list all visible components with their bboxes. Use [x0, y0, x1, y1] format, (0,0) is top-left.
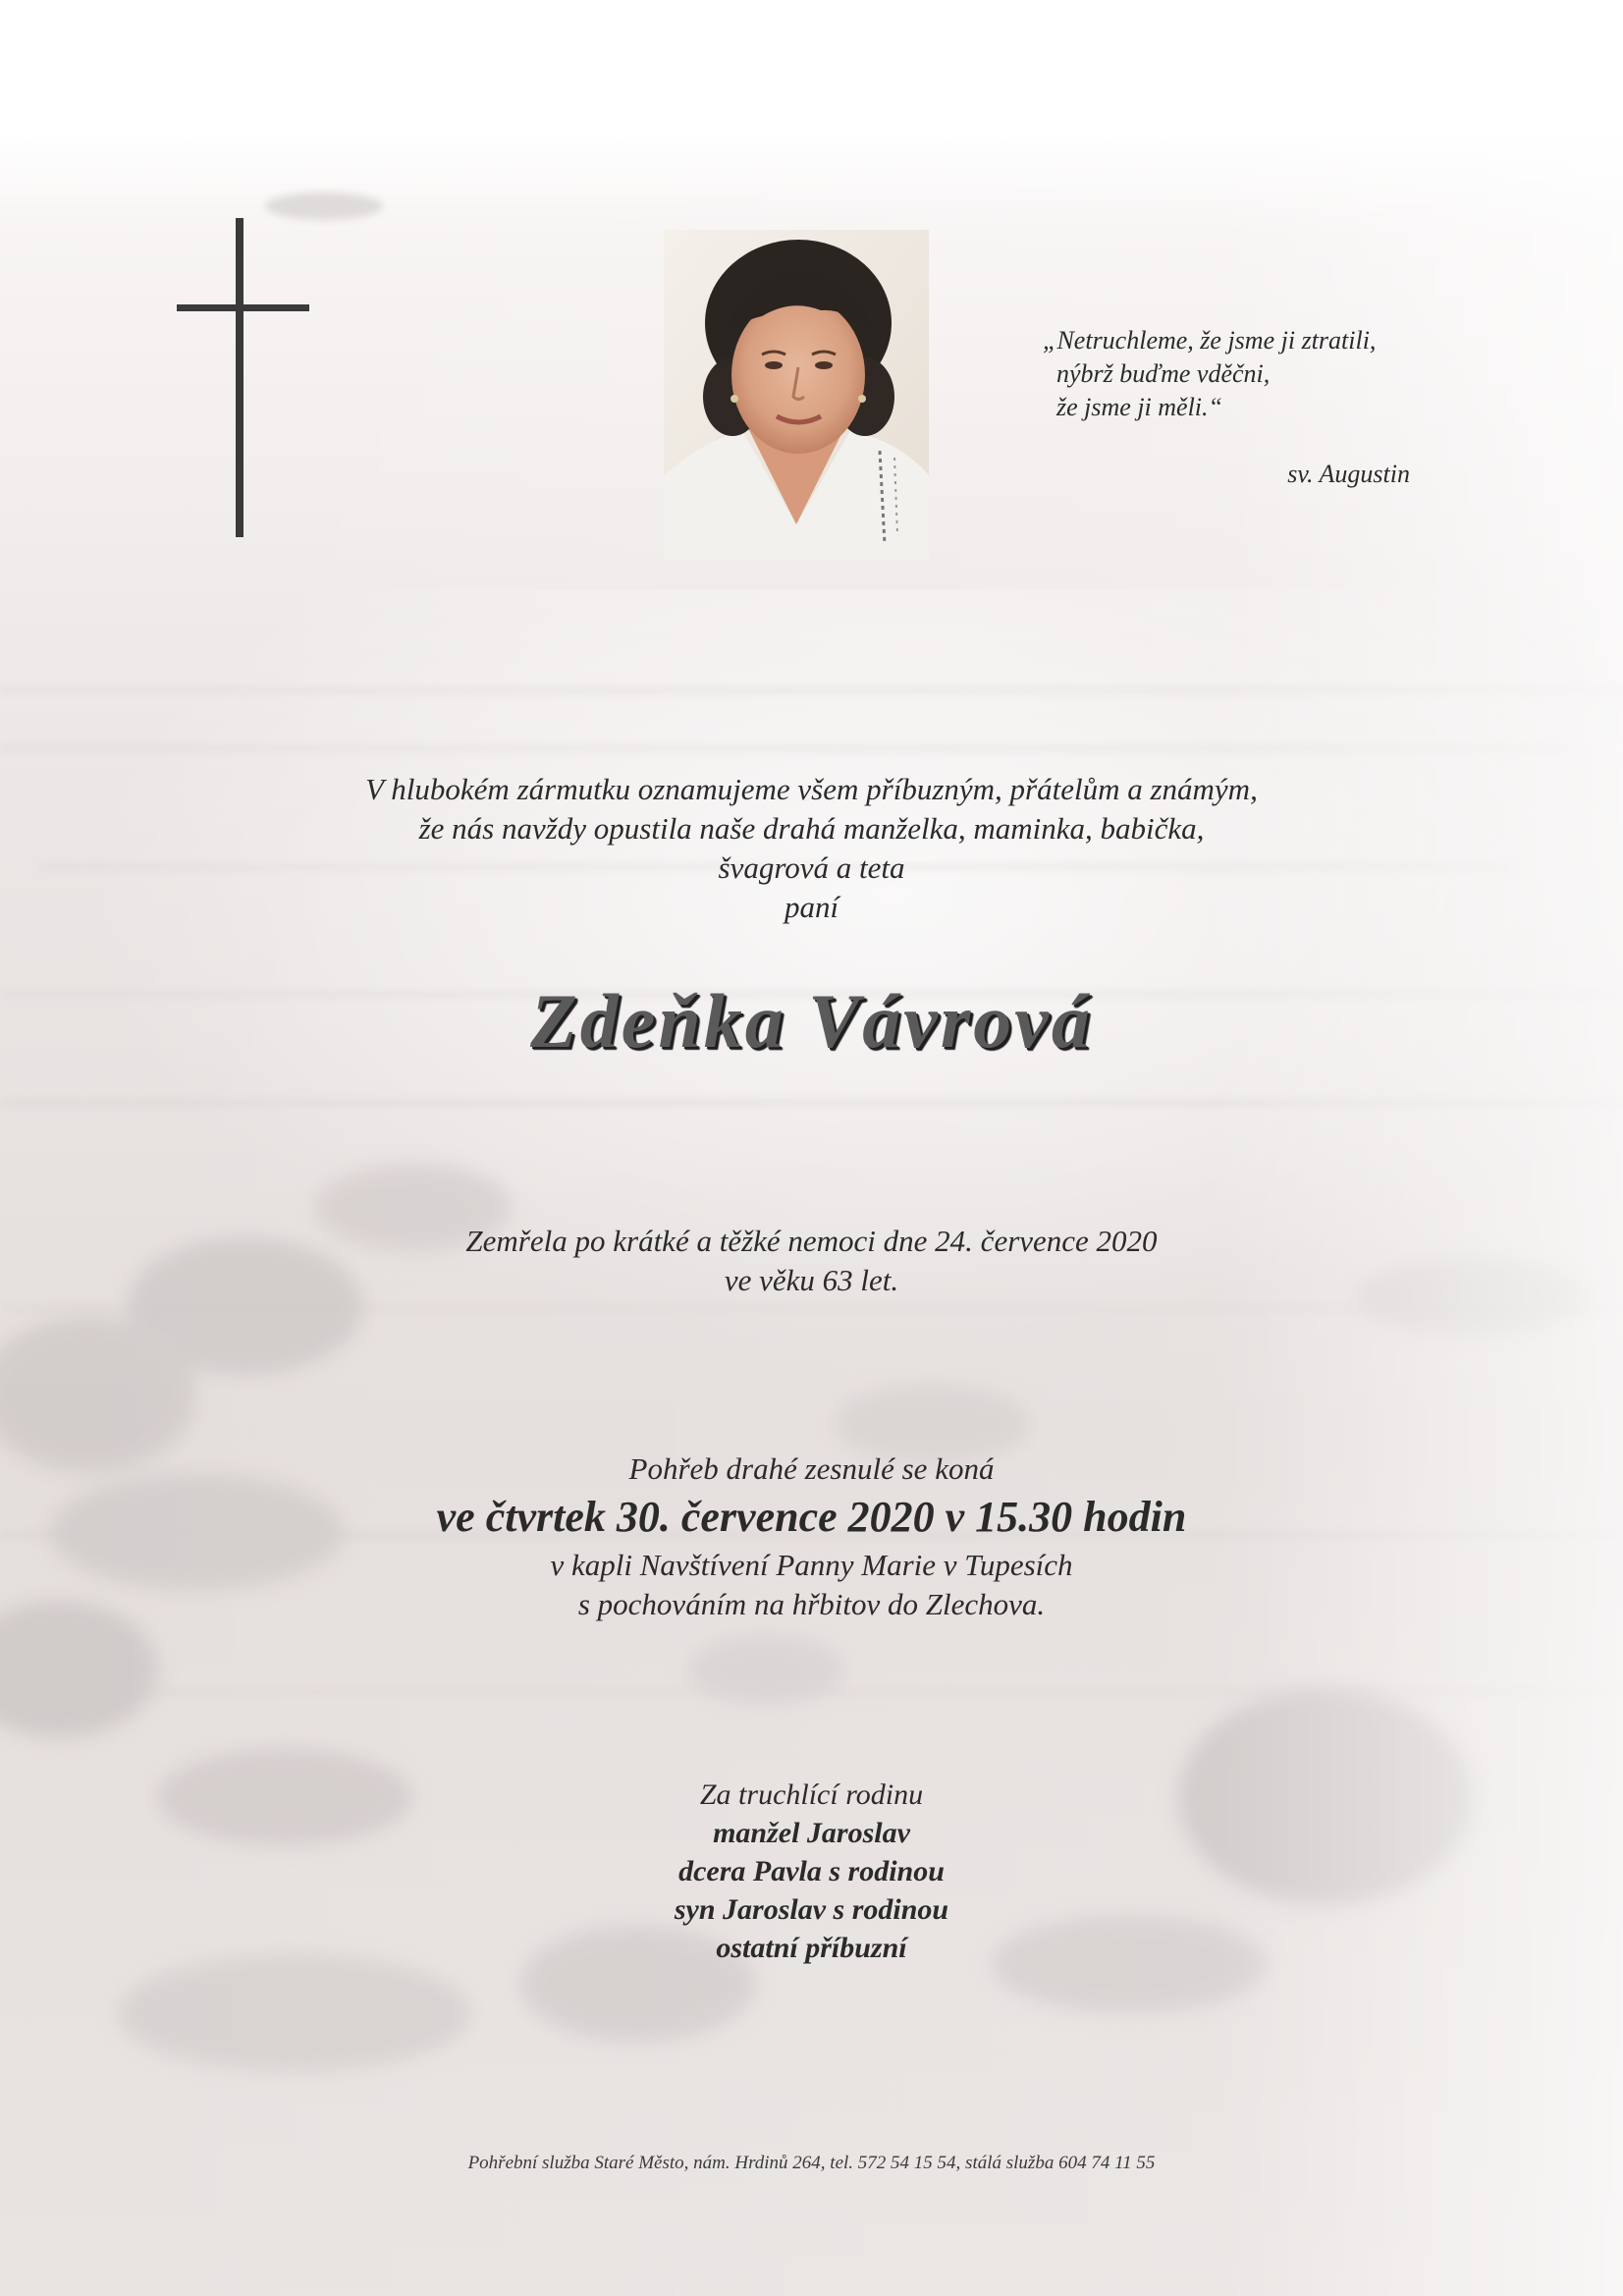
family-block — [0, 1776, 1623, 1967]
quote-line-3: že jsme ji měli.“ — [1056, 393, 1222, 421]
announcement-line-4: paní — [784, 890, 839, 924]
death-info-block — [0, 1222, 1623, 1300]
funeral-place: v kapli Navštívení Panny Marie v Tupesích — [550, 1548, 1073, 1582]
funeral-datetime: ve čtvrtek 30. července 2020 v 15.30 hodin — [436, 1493, 1187, 1541]
cross-horizontal-bar — [177, 304, 309, 311]
quote-line-2: nýbrž buďme vděčni, — [1056, 359, 1271, 388]
family-member-2: dcera Pavla s rodinou — [678, 1855, 945, 1887]
announcement-line-2: že nás navždy opustila naše drahá manželka, maminka, babička, — [418, 811, 1205, 846]
quote-block — [1011, 324, 1424, 491]
quote-line-1: „Netruchleme, že jsme ji ztratili, — [1043, 326, 1377, 355]
funeral-info-block — [0, 1449, 1623, 1624]
announcement-line-3: švagrová a teta — [718, 850, 905, 885]
funeral-intro: Pohřeb drahé zesnulé se koná — [628, 1451, 995, 1486]
family-member-3: syn Jaroslav s rodinou — [674, 1893, 949, 1926]
announcement-block — [0, 770, 1623, 927]
cross-icon — [177, 218, 309, 537]
death-line-2: ve věku 63 let. — [724, 1263, 899, 1297]
portrait-image — [664, 230, 929, 560]
funeral-service-footer: Pohřební služba Staré Město, nám. Hrdinů 264, tel. 572 54 15 54, stálá služba 604 74 11 55 — [467, 2153, 1156, 2173]
announcement-line-1: V hlubokém zármutku oznamujeme všem příbuzným, přátelům a známým, — [365, 772, 1258, 806]
deceased-name: Zdeňka Vávrová — [530, 978, 1093, 1064]
family-intro: Za truchlící rodinu — [699, 1778, 924, 1811]
family-member-4: ostatní příbuzní — [716, 1932, 907, 1964]
quote-author: sv. Augustin — [1287, 460, 1410, 488]
funeral-burial: s pochováním na hřbitov do Zlechova. — [577, 1587, 1046, 1621]
death-line-1: Zemřela po krátké a těžké nemoci dne 24. července 2020 — [465, 1224, 1158, 1258]
portrait-photo — [664, 230, 929, 560]
cross-vertical-bar — [236, 218, 243, 537]
family-member-1: manžel Jaroslav — [713, 1817, 910, 1849]
